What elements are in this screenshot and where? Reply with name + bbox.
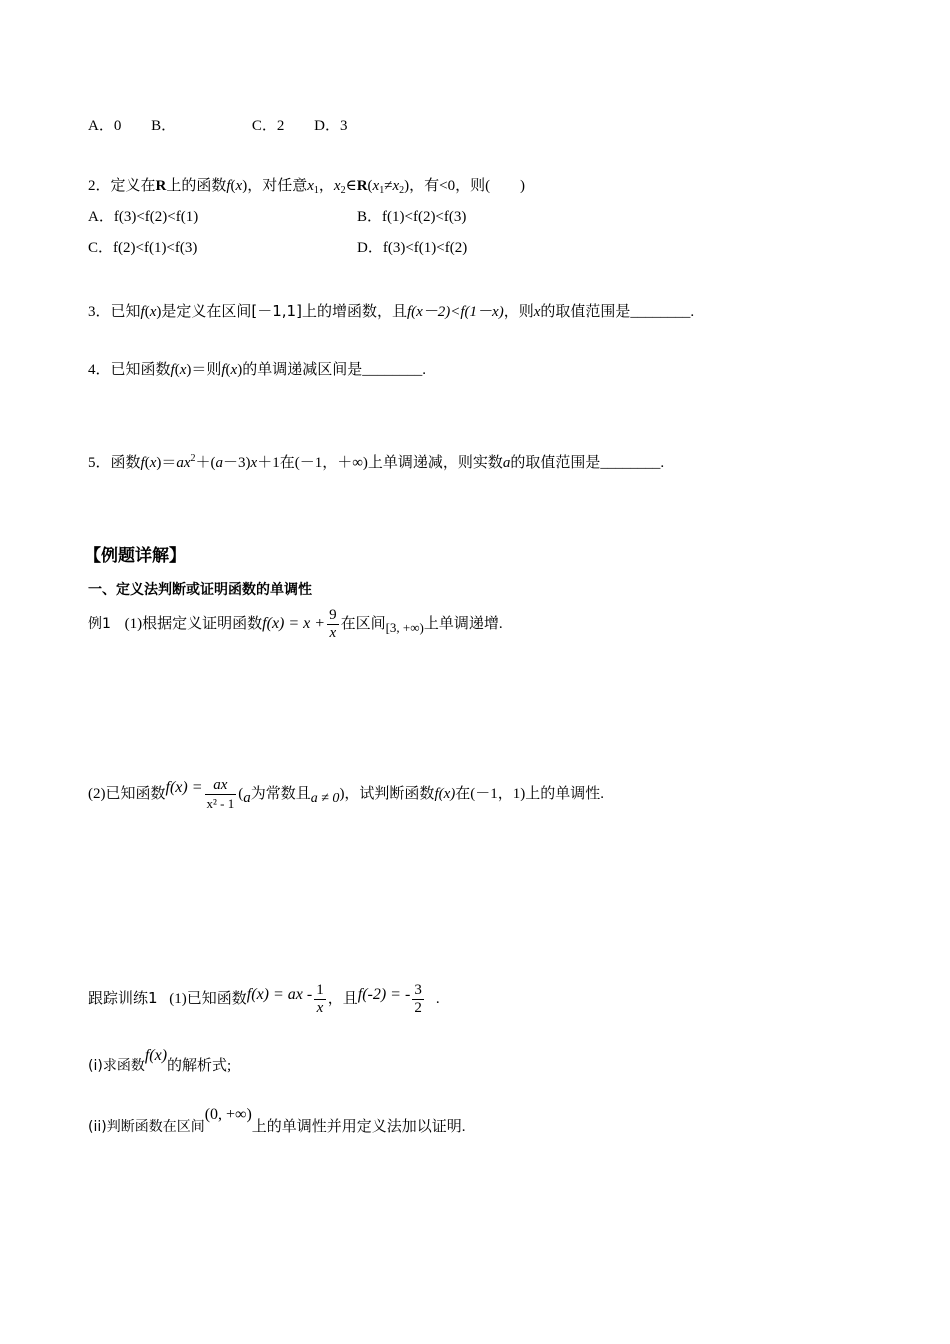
- q2-option-c: C．f(2)<f(1)<f(3): [88, 240, 198, 256]
- q2-text: ∈: [345, 178, 357, 194]
- training-text: (i)求函数: [88, 1058, 145, 1074]
- training1-part-i: [88, 1038, 231, 1084]
- q2-set-r: R: [155, 178, 167, 194]
- q5-a: a: [502, 455, 511, 471]
- fraction-denominator: x: [327, 624, 339, 642]
- example1-part2: [88, 766, 604, 821]
- q5-text: ＋1在(－1，＋∞)上单调递减，则实数: [257, 455, 503, 471]
- q2-text: ，: [318, 178, 334, 194]
- q4-stem: 4．已知函数f(x)＝则f(x)的单调递减区间是________.: [88, 362, 426, 378]
- q5-text: ＝: [161, 455, 177, 471]
- q5-x: x: [250, 455, 258, 471]
- training1: [88, 972, 440, 1022]
- training-text: (ii)判断函数在区间: [88, 1119, 205, 1135]
- training-text: 的解析式;: [167, 1058, 232, 1074]
- example-header: 【例题详解】: [84, 546, 186, 566]
- training-fraction: [314, 982, 326, 1017]
- example1-interval: [3, +∞): [385, 620, 424, 635]
- fraction-numerator: 9: [329, 607, 337, 624]
- q2-text: )，对任意: [242, 178, 308, 194]
- fraction-numerator: 3: [414, 982, 422, 999]
- q2-text: 上的函数: [166, 178, 227, 194]
- q5-power: 2: [190, 453, 196, 464]
- q5-text: 的取值范围是________.: [510, 455, 665, 471]
- q5-a: a: [215, 455, 224, 471]
- section-title: 一、定义法判断或证明函数的单调性: [88, 582, 312, 598]
- example1-text: 为常数且: [250, 786, 311, 802]
- q1-option-c: C．2: [251, 118, 285, 134]
- example1-formula: f(x): [434, 786, 456, 802]
- q3-stem: 3．已知f(x)是定义在区间[－1,1]上的增函数，且f(x－2)<f(1－x)，则x的取值范围是________.: [88, 302, 695, 320]
- fraction-denominator: 2: [414, 1000, 422, 1017]
- training1-part-ii: [88, 1094, 466, 1148]
- q1-option-d: D．3: [314, 118, 348, 134]
- q3-text: 上的增函数，且: [301, 304, 407, 320]
- q3-interval: [－1,1]: [251, 302, 302, 320]
- training-interval: (0, +∞): [204, 1106, 252, 1123]
- training-condition: f(-2) = -: [357, 986, 411, 1003]
- fraction-numerator: 1: [316, 982, 324, 999]
- q3-condition: f(x－2)<f(1－x): [406, 304, 504, 320]
- q5-text: ＋(: [195, 455, 216, 471]
- q1-option-a: A．0: [88, 118, 122, 134]
- example1-fraction: [205, 777, 237, 812]
- q4-text: 的单调递减区间是________.: [242, 362, 426, 378]
- q2-option-a: A．f(3)<f(2)<f(1): [88, 209, 199, 225]
- q2-stem: 2．定义在R上的函数f(x)，对任意$x_1$，$x_2\in R(x_1\ne x_2)$，有<0，则( ): [88, 178, 526, 196]
- q5-text: －3): [223, 455, 251, 471]
- example1-text: 上单调递增.: [423, 616, 503, 632]
- training-text: ，且: [327, 991, 358, 1007]
- q2-text: 2．定义在: [88, 178, 156, 194]
- example1-text: (: [238, 786, 244, 802]
- q4-text: 4．已知函数: [88, 362, 171, 378]
- q5-ax: ax: [176, 455, 191, 471]
- example1-text: 在(－1，1)上的单调性.: [455, 786, 605, 802]
- training-label: 跟踪训练1: [88, 989, 158, 1007]
- example1-condition: a ≠ 0: [310, 791, 340, 806]
- q5-text: 5．函数: [88, 455, 141, 471]
- q2-x: x: [235, 178, 243, 194]
- q3-text: 是定义在区间: [161, 304, 252, 320]
- q1-option-b: B．: [151, 118, 177, 134]
- fraction-denominator: x: [314, 999, 326, 1017]
- example1-formula: f(x) =: [165, 779, 203, 796]
- q4-text: ＝则: [191, 362, 222, 378]
- example1-fraction: [327, 607, 339, 642]
- training-fraction: [412, 982, 424, 1017]
- example-label: 例1: [88, 616, 111, 632]
- example1-part1: [88, 604, 503, 648]
- training-text: 上的单调性并用定义法加以证明.: [251, 1119, 466, 1135]
- q2-text: (: [230, 178, 236, 194]
- q3-text: 的取值范围是________.: [540, 304, 695, 320]
- example1-formula: f(x) = x +: [262, 615, 326, 632]
- q5-stem: 5．函数$f(x)=ax^2+(a-3)x+1$在(－1，＋∞)上单调递减，则实数a的取值范围是________.: [88, 453, 665, 471]
- q2-text: )，有<0，则( ): [404, 178, 526, 194]
- fraction-denominator: x² - 1: [206, 796, 235, 812]
- q3-text: ，则: [503, 304, 534, 320]
- q2-option-b: B．f(1)<f(2)<f(3): [357, 209, 467, 225]
- example1-a: a: [243, 790, 251, 806]
- example1-text: (1)根据定义证明函数: [124, 616, 263, 632]
- example1-text: (2)已知函数: [88, 786, 166, 802]
- fraction-numerator: ax: [213, 777, 228, 794]
- q2-f: f: [226, 178, 231, 194]
- example1-text: 在区间: [340, 616, 386, 632]
- q1-options: [88, 116, 347, 136]
- q2-text: ≠: [384, 178, 393, 194]
- training-formula: f(x): [144, 1047, 168, 1064]
- example1-text: )，试判断函数: [339, 786, 435, 802]
- training-formula: f(x) = ax -: [246, 986, 313, 1003]
- training-text: (1)已知函数: [169, 991, 247, 1007]
- q2-option-d: D．f(3)<f(1)<f(2): [357, 240, 468, 256]
- training-text: .: [435, 991, 440, 1007]
- q3-x: x: [533, 304, 541, 320]
- q3-text: 3．已知: [88, 304, 141, 320]
